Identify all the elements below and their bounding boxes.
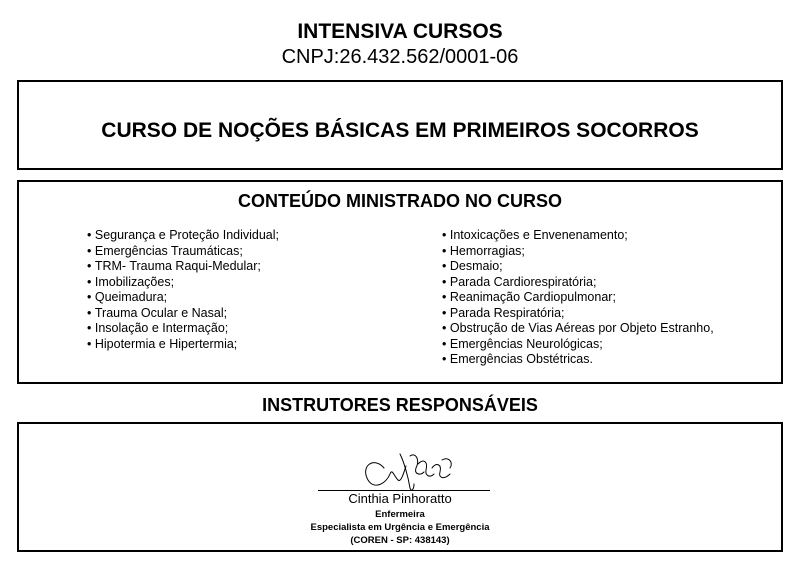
list-item: • Hipotermia e Hipertermia; (87, 337, 279, 353)
list-item: • Insolação e Intermação; (87, 321, 279, 337)
course-content-box (17, 180, 783, 384)
topic-list-right (442, 228, 714, 368)
topic-list-left (87, 228, 279, 352)
list-item: • Reanimação Cardiopulmonar; (442, 290, 714, 306)
list-item: • Emergências Traumáticas; (87, 244, 279, 260)
company-name: INTENSIVA CURSOS (297, 20, 503, 43)
list-item: • Parada Cardiorespiratória; (442, 275, 714, 291)
instructor-coren: (COREN - SP: 438143) (350, 535, 450, 546)
content-heading: CONTEÚDO MINISTRADO NO CURSO (238, 191, 562, 211)
list-item: • Hemorragias; (442, 244, 714, 260)
instructors-heading: INSTRUTORES RESPONSÁVEIS (262, 395, 538, 415)
company-cnpj: CNPJ:26.432.562/0001-06 (281, 46, 519, 68)
list-item: • Emergências Obstétricas. (442, 352, 714, 368)
list-item: • Desmaio; (442, 259, 714, 275)
instructor-name: Cinthia Pinhoratto (348, 491, 452, 506)
list-item: • TRM- Trauma Raqui-Medular; (87, 259, 279, 275)
instructor-specialty: Especialista em Urgência e Emergência (310, 522, 490, 533)
list-item: • Queimadura; (87, 290, 279, 306)
instructor-box (17, 422, 783, 552)
list-item: • Segurança e Proteção Individual; (87, 228, 279, 244)
list-item: • Trauma Ocular e Nasal; (87, 306, 279, 322)
signature-image (354, 446, 464, 496)
list-item: • Emergências Neurológicas; (442, 337, 714, 353)
list-item: • Imobilizações; (87, 275, 279, 291)
course-title: CURSO DE NOÇÕES BÁSICAS EM PRIMEIROS SOCORROS (101, 119, 699, 142)
list-item: • Parada Respiratória; (442, 306, 714, 322)
course-title-box (17, 80, 783, 170)
instructor-role: Enfermeira (375, 509, 425, 520)
list-item: • Obstrução de Vias Aéreas por Objeto Estranho, (442, 321, 714, 337)
list-item: • Intoxicações e Envenenamento; (442, 228, 714, 244)
